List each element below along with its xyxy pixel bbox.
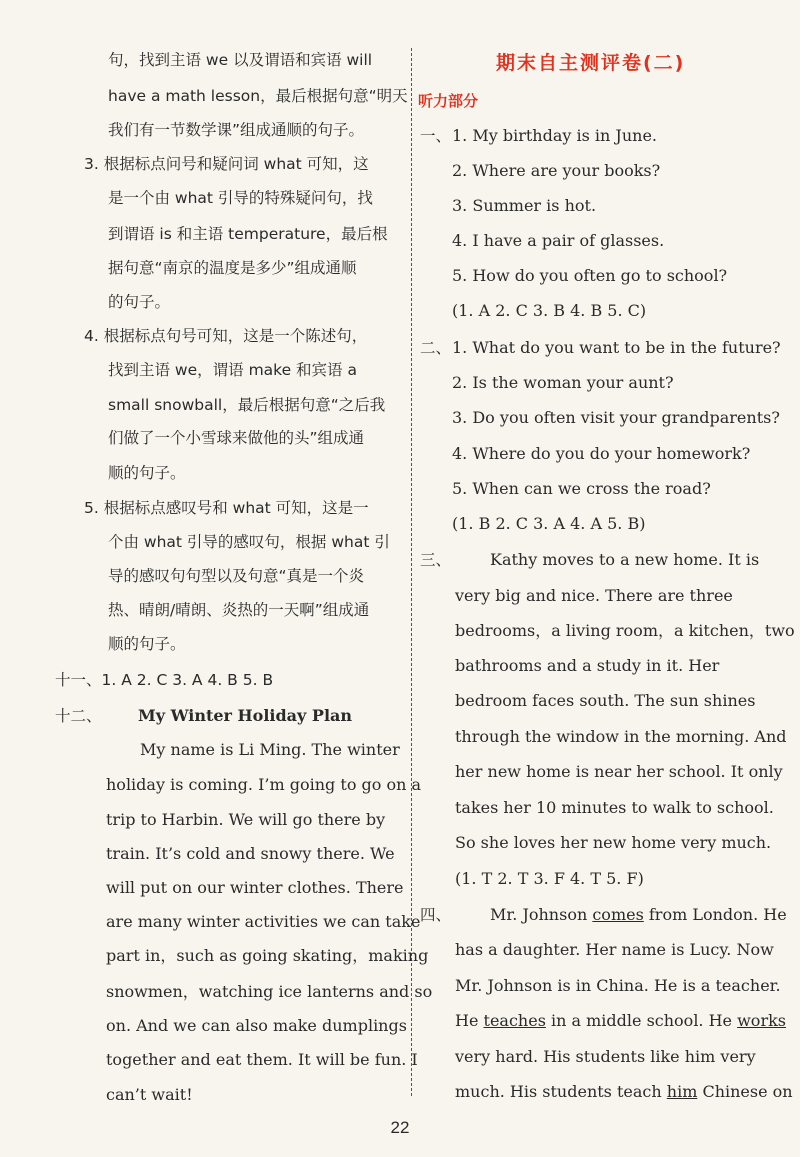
passage-line: So she loves her new home very much.	[455, 833, 772, 852]
text-line: 找到主语 we，谓语 make 和宾语 a	[108, 361, 357, 379]
essay-line: train. It’s cold and snowy there. We	[106, 844, 395, 863]
text-line: 的句子。	[108, 293, 171, 311]
part-label: 四、	[420, 906, 452, 924]
passage-line	[490, 905, 787, 925]
text-line: 热、晴朗/晴朗、炎热的一天啊”组成通	[108, 601, 370, 619]
answer-line: (1. B 2. C 3. A 4. A 5. B)	[452, 514, 646, 533]
answer-line: 十一、1. A 2. C 3. A 4. B 5. B	[55, 671, 274, 689]
listening-item: 1. My birthday is in June.	[452, 126, 658, 145]
text-run: Chinese on	[697, 1082, 793, 1101]
part-label: 一、	[420, 127, 452, 145]
section-heading: 听力部分	[418, 92, 479, 110]
listening-item: 4. I have a pair of glasses.	[452, 231, 665, 250]
essay-line: on. And we can also make dumplings	[106, 1016, 407, 1035]
text-line: 3. 根据标点问号和疑问词 what 可知，这	[84, 155, 369, 173]
underlined-word: comes	[592, 905, 644, 924]
answer-line: (1. A 2. C 3. B 4. B 5. C)	[452, 301, 647, 320]
passage-line: very big and nice. There are three	[455, 586, 733, 605]
text-line: 顺的句子。	[108, 464, 186, 482]
essay-title: My Winter Holiday Plan	[138, 706, 353, 725]
listening-item: 1. What do you want to be in the future?	[452, 338, 781, 357]
passage-line	[455, 1011, 786, 1031]
passage-line: Mr. Johnson is in China. He is a teacher.	[455, 976, 781, 995]
passage-line: bathrooms and a study in it. Her	[455, 656, 720, 675]
listening-item: 3. Do you often visit your grandparents?	[452, 408, 780, 427]
column-divider	[411, 48, 412, 1096]
listening-item: 5. When can we cross the road?	[452, 479, 711, 498]
listening-item: 4. Where do you do your homework?	[452, 444, 751, 463]
essay-line: will put on our winter clothes. There	[106, 878, 404, 897]
text-line: 我们有一节数学课”组成通顺的句子。	[108, 121, 365, 139]
passage-line: very hard. His students like him very	[455, 1047, 756, 1066]
listening-item: 2. Where are your books?	[452, 161, 661, 180]
page-number: 22	[390, 1118, 410, 1137]
underlined-word: him	[666, 1082, 698, 1101]
text-line: 据句意“南京的温度是多少”组成通顺	[108, 259, 357, 277]
listening-item: 5. How do you often go to school?	[452, 266, 728, 285]
text-run: in a middle school. He	[545, 1011, 738, 1030]
text-line: 是一个由 what 引导的特殊疑问句，找	[108, 189, 373, 207]
passage-line: takes her 10 minutes to walk to school.	[455, 798, 774, 817]
text-run: Mr. Johnson	[490, 905, 593, 924]
passage-line: her new home is near her school. It only	[455, 762, 783, 781]
listening-item: 2. Is the woman your aunt?	[452, 373, 674, 392]
passage-line	[455, 1082, 793, 1102]
essay-line: are many winter activities we can take	[106, 912, 421, 931]
exam-title: 期末自主测评卷(二)	[496, 52, 686, 74]
part-label: 二、	[420, 339, 452, 357]
answer-line: (1. T 2. T 3. F 4. T 5. F)	[455, 869, 644, 888]
essay-line: holiday is coming. I’m going to go on a	[106, 775, 422, 794]
essay-line: together and eat them. It will be fun. I	[106, 1050, 418, 1069]
passage-line: through the window in the morning. And	[455, 727, 787, 746]
text-line: 5. 根据标点感叹号和 what 可知，这是一	[84, 499, 369, 517]
text-line: 们做了一个小雪球来做他的头”组成通	[108, 429, 365, 447]
essay-line: can’t wait!	[106, 1085, 193, 1104]
passage-line: has a daughter. Her name is Lucy. Now	[455, 940, 774, 959]
essay-line: My name is Li Ming. The winter	[140, 740, 400, 759]
text-line: 4. 根据标点句号可知，这是一个陈述句，	[84, 327, 368, 345]
essay-label: 十二、	[55, 707, 102, 725]
passage-line: Kathy moves to a new home. It is	[490, 550, 760, 569]
essay-line: trip to Harbin. We will go there by	[106, 810, 386, 829]
text-line: have a math lesson，最后根据句意“明天	[108, 87, 408, 105]
passage-line: bedroom faces south. The sun shines	[455, 691, 756, 710]
text-line: 导的感叹句句型以及句意“真是一个炎	[108, 567, 365, 585]
text-run: much. His students teach	[455, 1082, 667, 1101]
passage-line: bedrooms，a living room，a kitchen，two	[455, 621, 795, 640]
part-label: 三、	[420, 551, 452, 569]
text-line: small snowball，最后根据句意“之后我	[108, 396, 386, 414]
text-run: He	[455, 1011, 484, 1030]
text-line: 个由 what 引导的感叹句，根据 what 引	[108, 533, 390, 551]
underlined-word: works	[737, 1011, 786, 1030]
text-run: from London. He	[643, 905, 787, 924]
text-line: 顺的句子。	[108, 635, 186, 653]
listening-item: 3. Summer is hot.	[452, 196, 597, 215]
underlined-word: teaches	[483, 1011, 546, 1030]
essay-line: snowmen，watching ice lanterns and so	[106, 982, 433, 1001]
essay-line: part in，such as going skating，making	[106, 946, 429, 965]
text-line: 到谓语 is 和主语 temperature，最后根	[108, 225, 388, 243]
text-line: 句，找到主语 we 以及谓语和宾语 will	[108, 51, 373, 69]
